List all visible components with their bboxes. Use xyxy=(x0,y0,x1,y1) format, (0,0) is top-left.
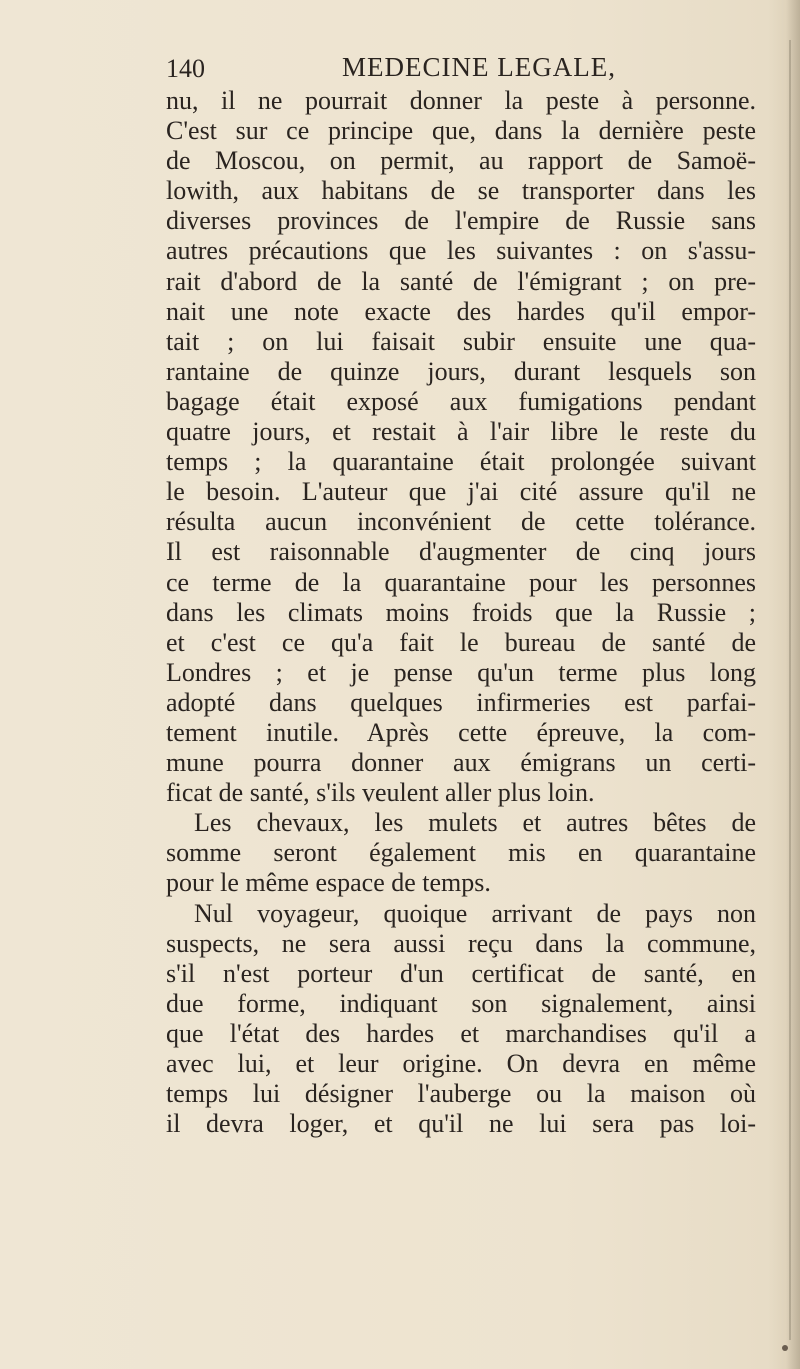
text-line: rantaine de quinze jours, durant lesquels son xyxy=(166,356,756,386)
text-line: bagage était exposé aux fumigations pendant xyxy=(166,386,756,416)
text-line: dans les climats moins froids que la Russie ; xyxy=(166,597,756,627)
text-line: tement inutile. Après cette épreuve, la com- xyxy=(166,717,756,747)
text-line: lowith, aux habitans de se transporter dans les xyxy=(166,176,756,206)
running-head: MEDECINE LEGALE, xyxy=(342,52,616,82)
text-line: mune pourra donner aux émigrans un certi- xyxy=(166,748,756,778)
text-line: Il est raisonnable d'augmenter de cinq jours xyxy=(166,537,756,567)
text-line: résulta aucun inconvénient de cette tolérance. xyxy=(166,507,756,537)
text-line: de Moscou, on permit, au rapport de Samoë- xyxy=(166,146,756,176)
text-line: le besoin. L'auteur que j'ai cité assure qu'il ne xyxy=(166,477,756,507)
text-line: s'il n'est porteur d'un certificat de santé, en xyxy=(166,958,756,988)
text-line: ficat de santé, s'ils veulent aller plus loin. xyxy=(166,778,595,808)
text-line: il devra loger, et qu'il ne lui sera pas loi- xyxy=(166,1109,756,1139)
text-line: nait une note exacte des hardes qu'il empor- xyxy=(166,296,756,326)
text-line: rait d'abord de la santé de l'émigrant ; on pre- xyxy=(166,266,756,296)
text-line: avec lui, et leur origine. On devra en même xyxy=(166,1049,756,1078)
text-line: temps ; la quarantaine était prolongée suivant xyxy=(166,447,756,477)
text-line: Les chevaux, les mulets et autres bêtes de xyxy=(194,808,756,838)
text-line: quatre jours, et restait à l'air libre le reste du xyxy=(166,417,756,447)
text-line: due forme, indiquant son signalement, ainsi xyxy=(166,988,756,1018)
text-line: et c'est ce qu'a fait le bureau de santé de xyxy=(166,627,756,657)
page-number: 140 xyxy=(166,54,205,83)
text-line: autres précautions que les suivantes : on s'assu- xyxy=(166,236,756,266)
text-line: Londres ; et je pense qu'un terme plus long xyxy=(166,657,756,687)
body-text xyxy=(166,86,756,1139)
text-line: temps lui désigner l'auberge ou la maison où xyxy=(166,1079,756,1109)
ink-mark xyxy=(782,1345,788,1351)
text-line: pour le même espace de temps. xyxy=(166,868,491,898)
text-line: somme seront également mis en quarantaine xyxy=(166,838,756,868)
text-line: tait ; on lui faisait subir ensuite une qua- xyxy=(166,326,756,356)
text-line: Nul voyageur, quoique arrivant de pays non xyxy=(194,898,756,928)
text-line: que l'état des hardes et marchandises qu'il a xyxy=(166,1018,756,1048)
text-line: nu, il ne pourrait donner la peste à personne. xyxy=(166,86,756,115)
text-line: diverses provinces de l'empire de Russie sans xyxy=(166,206,756,236)
text-line: adopté dans quelques infirmeries est parfai- xyxy=(166,687,756,717)
text-line: C'est sur ce principe que, dans la dernière peste xyxy=(166,116,756,146)
text-line: ce terme de la quarantaine pour les personnes xyxy=(166,567,756,597)
page-header xyxy=(166,52,746,88)
text-line: suspects, ne sera aussi reçu dans la commune, xyxy=(166,928,756,958)
page-edge-line xyxy=(789,40,791,1340)
